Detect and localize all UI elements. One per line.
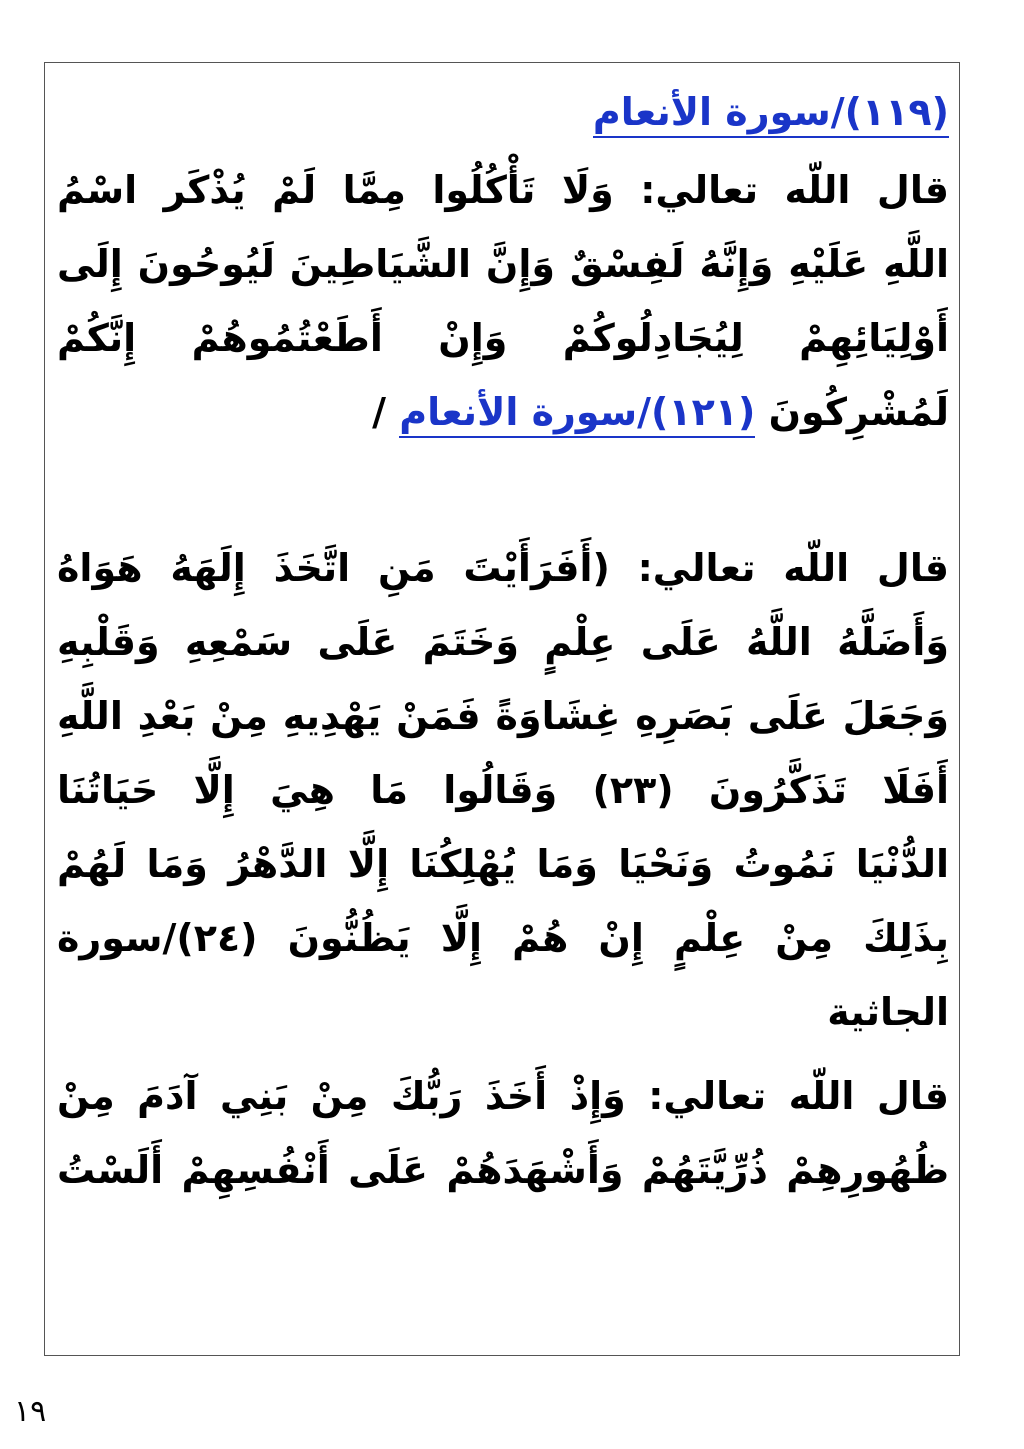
verse-line: اللَّهِ عَلَيْهِ وَإِنَّهُ لَفِسْقٌ وَإِنَّ الشَّيَاطِينَ لَيُوحُونَ إِلَى <box>57 242 949 286</box>
page-frame <box>44 62 960 1356</box>
section-heading <box>57 81 949 153</box>
verse-text: لَمُشْرِكُونَ <box>768 390 949 434</box>
surah-reference: (١٢١)/سورة الأنعام <box>399 390 755 438</box>
section-spacer <box>57 449 949 531</box>
verse-line: قال اللّه تعالي: (أَفَرَأَيْتَ مَنِ اتَّخَذَ إِلَهَهُ هَوَاهُ <box>57 546 949 590</box>
verse-line: وَأَضَلَّهُ اللَّهُ عَلَى عِلْمٍ وَخَتَمَ عَلَى سَمْعِهِ وَقَلْبِهِ <box>57 620 949 664</box>
reference-slash: / <box>372 390 386 434</box>
verse-line: أَفَلَا تَذَكَّرُونَ (٢٣) وَقَالُوا مَا هِيَ إِلَّا حَيَاتُنَا <box>57 768 949 812</box>
verse-line: بِذَلِكَ مِنْ عِلْمٍ إِنْ هُمْ إِلَّا يَظُنُّونَ (٢٤)/سورة <box>57 916 949 960</box>
surah-reference: (١١٩)/سورة الأنعام <box>593 90 949 138</box>
section-spacer <box>57 1049 949 1059</box>
verse-line: وَجَعَلَ عَلَى بَصَرِهِ غِشَاوَةً فَمَنْ يَهْدِيهِ مِنْ بَعْدِ اللَّهِ <box>57 694 949 738</box>
verse-line: أَوْلِيَائِهِمْ لِيُجَادِلُوكُمْ وَإِنْ أَطَعْتُمُوهُمْ إِنَّكُمْ <box>57 316 949 360</box>
verse-line: قال اللّه تعالي: وَإِذْ أَخَذَ رَبُّكَ مِنْ بَنِي آدَمَ مِنْ <box>57 1074 949 1118</box>
page-number: ١٩ <box>14 1394 47 1429</box>
verse-line: الدُّنْيَا نَمُوتُ وَنَحْيَا وَمَا يُهْلِكُنَا إِلَّا الدَّهْرُ وَمَا لَهُمْ <box>57 842 949 886</box>
verse-line-with-reference <box>57 375 949 449</box>
surah-name-line: الجاثية <box>827 990 949 1034</box>
verse-line: ظُهُورِهِمْ ذُرِّيَّتَهُمْ وَأَشْهَدَهُمْ عَلَى أَنْفُسِهِمْ أَلَسْتُ <box>57 1148 949 1192</box>
verse-line: قال اللّه تعالي: وَلَا تَأْكُلُوا مِمَّا لَمْ يُذْكَر اسْمُ <box>57 168 949 212</box>
